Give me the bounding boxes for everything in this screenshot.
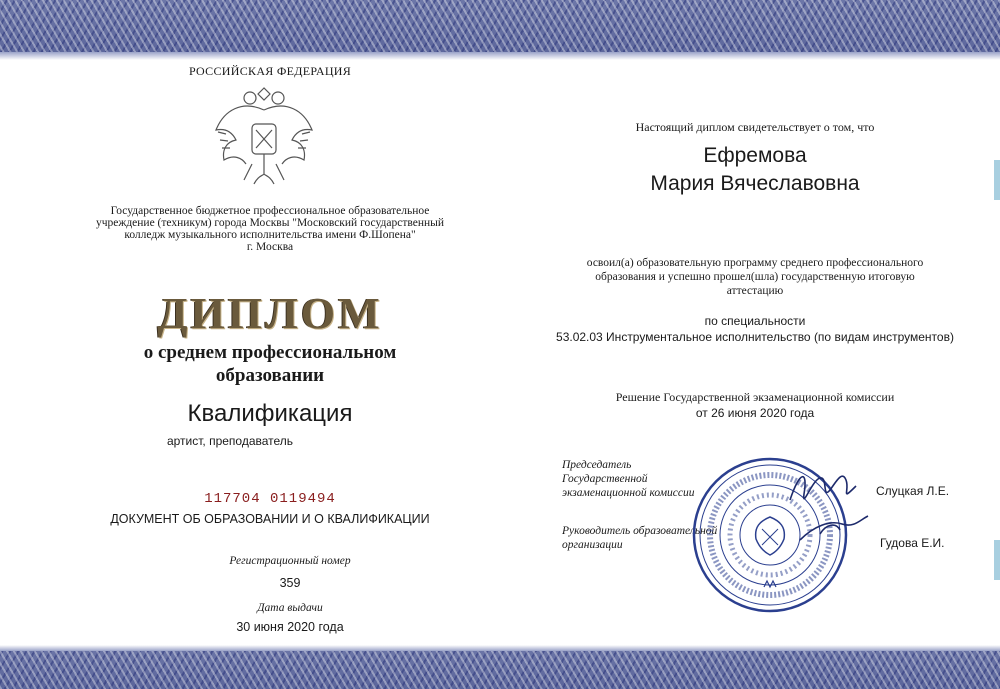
country-name: РОССИЙСКАЯ ФЕДЕРАЦИЯ xyxy=(188,64,352,78)
registration-number-value: 359 xyxy=(279,576,301,590)
qualification-label: Квалификация xyxy=(187,400,353,427)
head-title-line: Руководитель образовательной xyxy=(562,525,718,537)
commission-chair-title xyxy=(562,458,695,500)
institution-city: г. Москва xyxy=(246,241,294,253)
program-line: аттестацию xyxy=(726,285,784,297)
handwritten-signatures xyxy=(760,460,880,550)
specialty-label: по специальности xyxy=(704,314,806,328)
graduate-given-names: Мария Вячеславовна xyxy=(650,172,860,195)
decision-date: от 26 июня 2020 года xyxy=(695,406,815,420)
commission-decision: Решение Государственной экзаменационной комиссии xyxy=(615,390,895,404)
institution-line: Государственное бюджетное профессиональное образовательное xyxy=(110,205,430,217)
bottom-ornamental-band xyxy=(0,645,1000,689)
chair-title-line: Государственной xyxy=(562,473,648,485)
graduate-surname: Ефремова xyxy=(703,144,807,167)
head-name: Гудова Е.И. xyxy=(880,536,945,550)
document-type: ДОКУМЕНТ ОБ ОБРАЗОВАНИИ И О КВАЛИФИКАЦИИ xyxy=(110,512,430,526)
document-number: 117704 0119494 xyxy=(204,491,336,507)
top-ornamental-band xyxy=(0,0,1000,60)
registration-number-label: Регистрационный номер xyxy=(229,555,351,567)
program-line: образования и успешно прошел(шла) государственную итоговую xyxy=(595,271,915,283)
edge-mark xyxy=(994,160,1000,200)
edge-mark xyxy=(994,540,1000,580)
diploma-title: ДИПЛОМ xyxy=(157,289,383,338)
program-line: освоил(а) образовательную программу среднего профессионального xyxy=(586,257,924,269)
issue-date-label: Дата выдачи xyxy=(257,602,323,614)
issue-date-value: 30 июня 2020 года xyxy=(236,620,344,634)
chair-title-line: экзаменационной комиссии xyxy=(562,487,695,499)
institution-name xyxy=(60,205,480,253)
diploma-right-page xyxy=(520,60,990,645)
coat-of-arms-emblem xyxy=(212,80,316,200)
institution-line: колледж музыкального исполнительства имени Ф.Шопена" xyxy=(124,229,416,241)
certificate-intro: Настоящий диплом свидетельствует о том, что xyxy=(635,120,875,134)
head-title-line: организации xyxy=(562,539,623,551)
diploma-left-page xyxy=(60,60,480,645)
chair-title-line: Председатель xyxy=(562,459,632,471)
diploma-subtitle: образовании xyxy=(215,365,325,386)
specialty-value: 53.02.03 Инструментальное исполнительство (по видам инструментов) xyxy=(556,330,954,344)
qualification-value: артист, преподаватель xyxy=(166,434,294,448)
program-statement xyxy=(520,256,990,298)
institution-line: учреждение (техникум) города Москвы "Московский государственный xyxy=(95,217,445,229)
chair-name: Слуцкая Л.Е. xyxy=(876,484,950,498)
diploma-subtitle: о среднем профессиональном xyxy=(143,342,397,363)
